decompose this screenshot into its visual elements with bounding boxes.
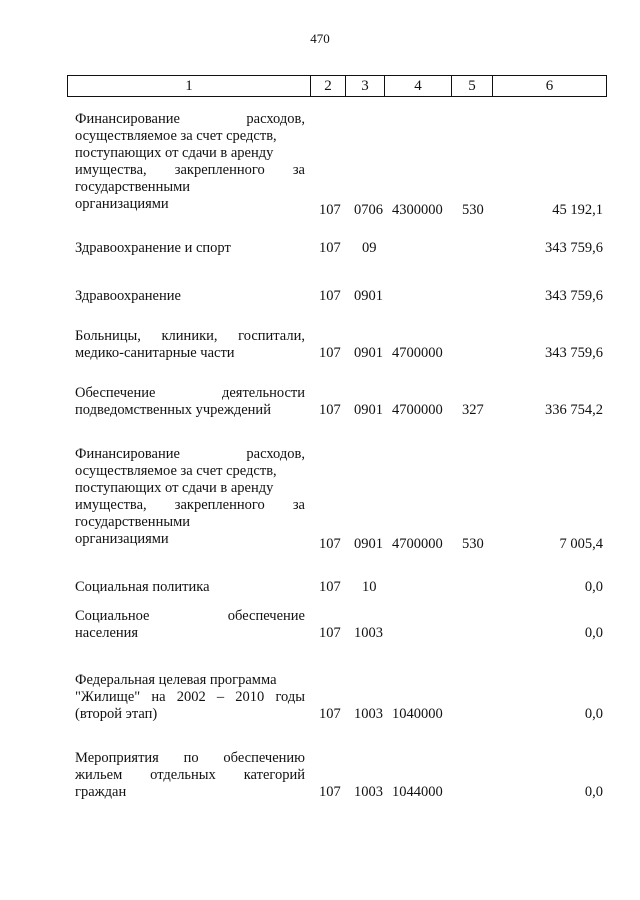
page-number: 470 — [310, 31, 330, 46]
cell-amount: 0,0 — [584, 579, 603, 595]
cell-target-code: 4700000 — [392, 402, 443, 418]
cell-section-code: 10 — [362, 579, 377, 595]
cell-amount: 0,0 — [584, 706, 603, 722]
column-header-5: 5 — [452, 76, 493, 97]
cell-target-code: 1040000 — [392, 706, 443, 722]
cell-ministry-code: 107 — [319, 706, 341, 722]
description-line: медико-санитарные части — [75, 345, 235, 361]
description-line: Федеральная целевая программа — [75, 672, 277, 688]
column-header-table — [67, 75, 607, 97]
description-line: Здравоохранение — [75, 288, 181, 304]
description-line: Обеспечение деятельности — [75, 385, 305, 401]
description-line: Мероприятия по обеспечению — [75, 750, 305, 766]
description-line: поступающих от сдачи в аренду — [75, 145, 274, 161]
column-header-6: 6 — [493, 76, 607, 97]
cell-section-code: 0901 — [354, 345, 383, 361]
column-header-3: 3 — [346, 76, 385, 97]
cell-target-code: 1044000 — [392, 784, 443, 800]
row-description — [75, 608, 305, 642]
row-description — [75, 446, 305, 548]
cell-section-code: 0901 — [354, 402, 383, 418]
row-description — [75, 579, 305, 596]
description-line: организациями — [75, 531, 169, 547]
description-line: граждан — [75, 784, 127, 800]
cell-ministry-code: 107 — [319, 579, 341, 595]
row-description — [75, 288, 305, 305]
cell-section-code: 0706 — [354, 202, 383, 218]
description-line: Финансирование расходов, — [75, 446, 305, 462]
description-line: Финансирование расходов, — [75, 111, 305, 127]
cell-expense-type: 530 — [462, 202, 484, 218]
cell-amount: 0,0 — [584, 625, 603, 641]
cell-amount: 45 192,1 — [552, 202, 603, 218]
description-line: Больницы, клиники, госпитали, — [75, 328, 305, 344]
description-line: (второй этап) — [75, 706, 158, 722]
description-line: государственными — [75, 514, 191, 530]
cell-amount: 336 754,2 — [545, 402, 603, 418]
cell-ministry-code: 107 — [319, 202, 341, 218]
row-description — [75, 111, 305, 213]
cell-section-code: 1003 — [354, 706, 383, 722]
description-line: осуществляемое за счет средств, — [75, 128, 277, 144]
cell-target-code: 4700000 — [392, 345, 443, 361]
cell-ministry-code: 107 — [319, 536, 341, 552]
cell-target-code: 4700000 — [392, 536, 443, 552]
cell-amount: 7 005,4 — [559, 536, 603, 552]
row-description — [75, 328, 305, 362]
column-header-1: 1 — [68, 76, 311, 97]
description-line: поступающих от сдачи в аренду — [75, 480, 274, 496]
cell-section-code: 0901 — [354, 288, 383, 304]
description-line: подведомственных учреждений — [75, 402, 271, 418]
row-description — [75, 385, 305, 419]
row-description — [75, 672, 305, 723]
column-header-2: 2 — [311, 76, 346, 97]
cell-amount: 343 759,6 — [545, 240, 603, 256]
cell-ministry-code: 107 — [319, 625, 341, 641]
description-line: имущества, закрепленного за — [75, 162, 305, 178]
cell-ministry-code: 107 — [319, 288, 341, 304]
cell-target-code: 4300000 — [392, 202, 443, 218]
cell-ministry-code: 107 — [319, 345, 341, 361]
cell-amount: 343 759,6 — [545, 345, 603, 361]
cell-ministry-code: 107 — [319, 402, 341, 418]
cell-section-code: 09 — [362, 240, 377, 256]
description-line: осуществляемое за счет средств, — [75, 463, 277, 479]
description-line: государственными — [75, 179, 191, 195]
row-description — [75, 240, 305, 257]
description-line: Социальная политика — [75, 579, 210, 595]
cell-section-code: 1003 — [354, 784, 383, 800]
cell-expense-type: 530 — [462, 536, 484, 552]
row-description — [75, 750, 305, 801]
description-line: имущества, закрепленного за — [75, 497, 305, 513]
cell-amount: 343 759,6 — [545, 288, 603, 304]
description-line: жильем отдельных категорий — [75, 767, 305, 783]
cell-expense-type: 327 — [462, 402, 484, 418]
cell-section-code: 1003 — [354, 625, 383, 641]
description-line: населения — [75, 625, 139, 641]
description-line: Социальное обеспечение — [75, 608, 305, 624]
cell-section-code: 0901 — [354, 536, 383, 552]
column-header-4: 4 — [385, 76, 452, 97]
description-line: организациями — [75, 196, 169, 212]
description-line: Здравоохранение и спорт — [75, 240, 231, 256]
column-header-row — [68, 76, 607, 97]
cell-ministry-code: 107 — [319, 784, 341, 800]
cell-ministry-code: 107 — [319, 240, 341, 256]
description-line: "Жилище" на 2002 – 2010 годы — [75, 689, 305, 705]
cell-amount: 0,0 — [584, 784, 603, 800]
